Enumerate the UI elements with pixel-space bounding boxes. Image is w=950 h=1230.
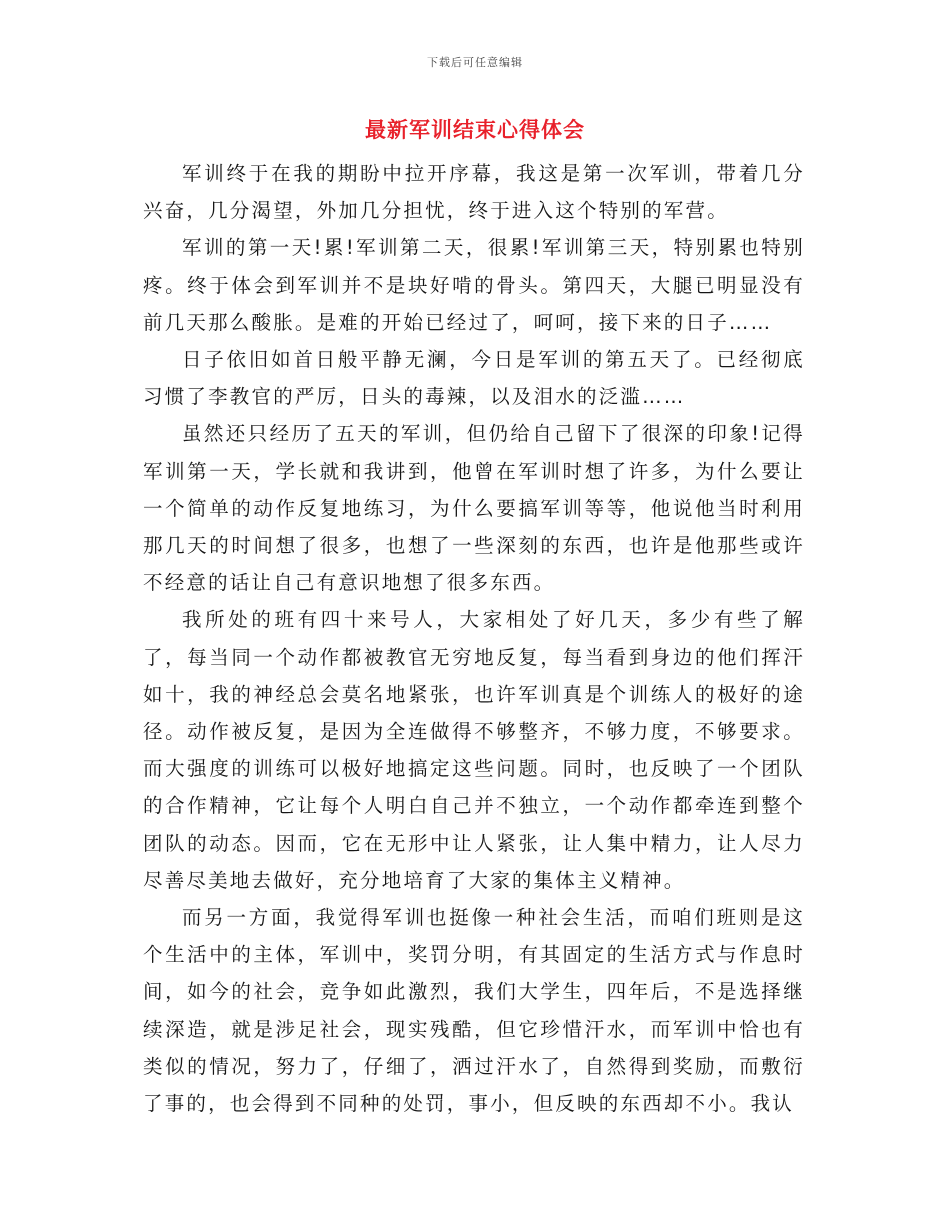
paragraph-3: 日子依旧如首日般平静无澜，今日是军训的第五天了。已经彻底习惯了李教官的严厉，日头的毒辣，以及泪水的泛滥……: [143, 348, 805, 409]
paragraph-6: 而另一方面，我觉得军训也挺像一种社会生活，而咱们班则是这个生活中的主体，军训中，奖罚分明，有其固定的生活方式与作息时间，如今的社会，竞争如此激烈，我们大学生，四年后，不是选择继续深造，就是涉足社会，现实残酷，但它珍惜汗水，而军训中恰也有类似的情况，努力了，仔细了，洒过汗水了，自然得到奖励，而敷衍了事的，也会得到不同种的处罚，事小，但反映的东西却不小。我认: [143, 906, 805, 1116]
download-note: 下载后可任意编辑: [427, 56, 523, 69]
article-body: [143, 155, 805, 1122]
paragraph-2: 军训的第一天!累!军训第二天，很累!军训第三天，特别累也特别疼。终于体会到军训并不是块好啃的骨头。第四天，大腿已明显没有前几天那么酸胀。是难的开始已经过了，呵呵，接下来的日子……: [143, 236, 805, 334]
paragraph-1: 军训终于在我的期盼中拉开序幕，我这是第一次军训，带着几分兴奋，几分渴望，外加几分担忧，终于进入这个特别的军营。: [143, 162, 805, 223]
paragraph-5: 我所处的班有四十来号人，大家相处了好几天，多少有些了解了，每当同一个动作都被教官无穷地反复，每当看到身边的他们挥汗如十，我的神经总会莫名地紧张，也许军训真是个训练人的极好的途径。动作被反复，是因为全连做得不够整齐，不够力度，不够要求。而大强度的训练可以极好地搞定这些问题。同时，也反映了一个团队的合作精神，它让每个人明白自己并不独立，一个动作都牵连到整个团队的动态。因而，它在无形中让人紧张，让人集中精力，让人尽力尽善尽美地去做好，充分地培育了大家的集体主义精神。: [143, 608, 805, 892]
page-title: 最新军训结束心得体会: [365, 118, 585, 142]
paragraph-4: 虽然还只经历了五天的军训，但仍给自己留下了很深的印象!记得军训第一天，学长就和我讲到，他曾在军训时想了许多，为什么要让一个简单的动作反复地练习，为什么要搞军训等等，他说他当时利用那几天的时间想了很多，也想了一些深刻的东西，也许是他那些或许不经意的话让自己有意识地想了很多东西。: [143, 422, 805, 595]
